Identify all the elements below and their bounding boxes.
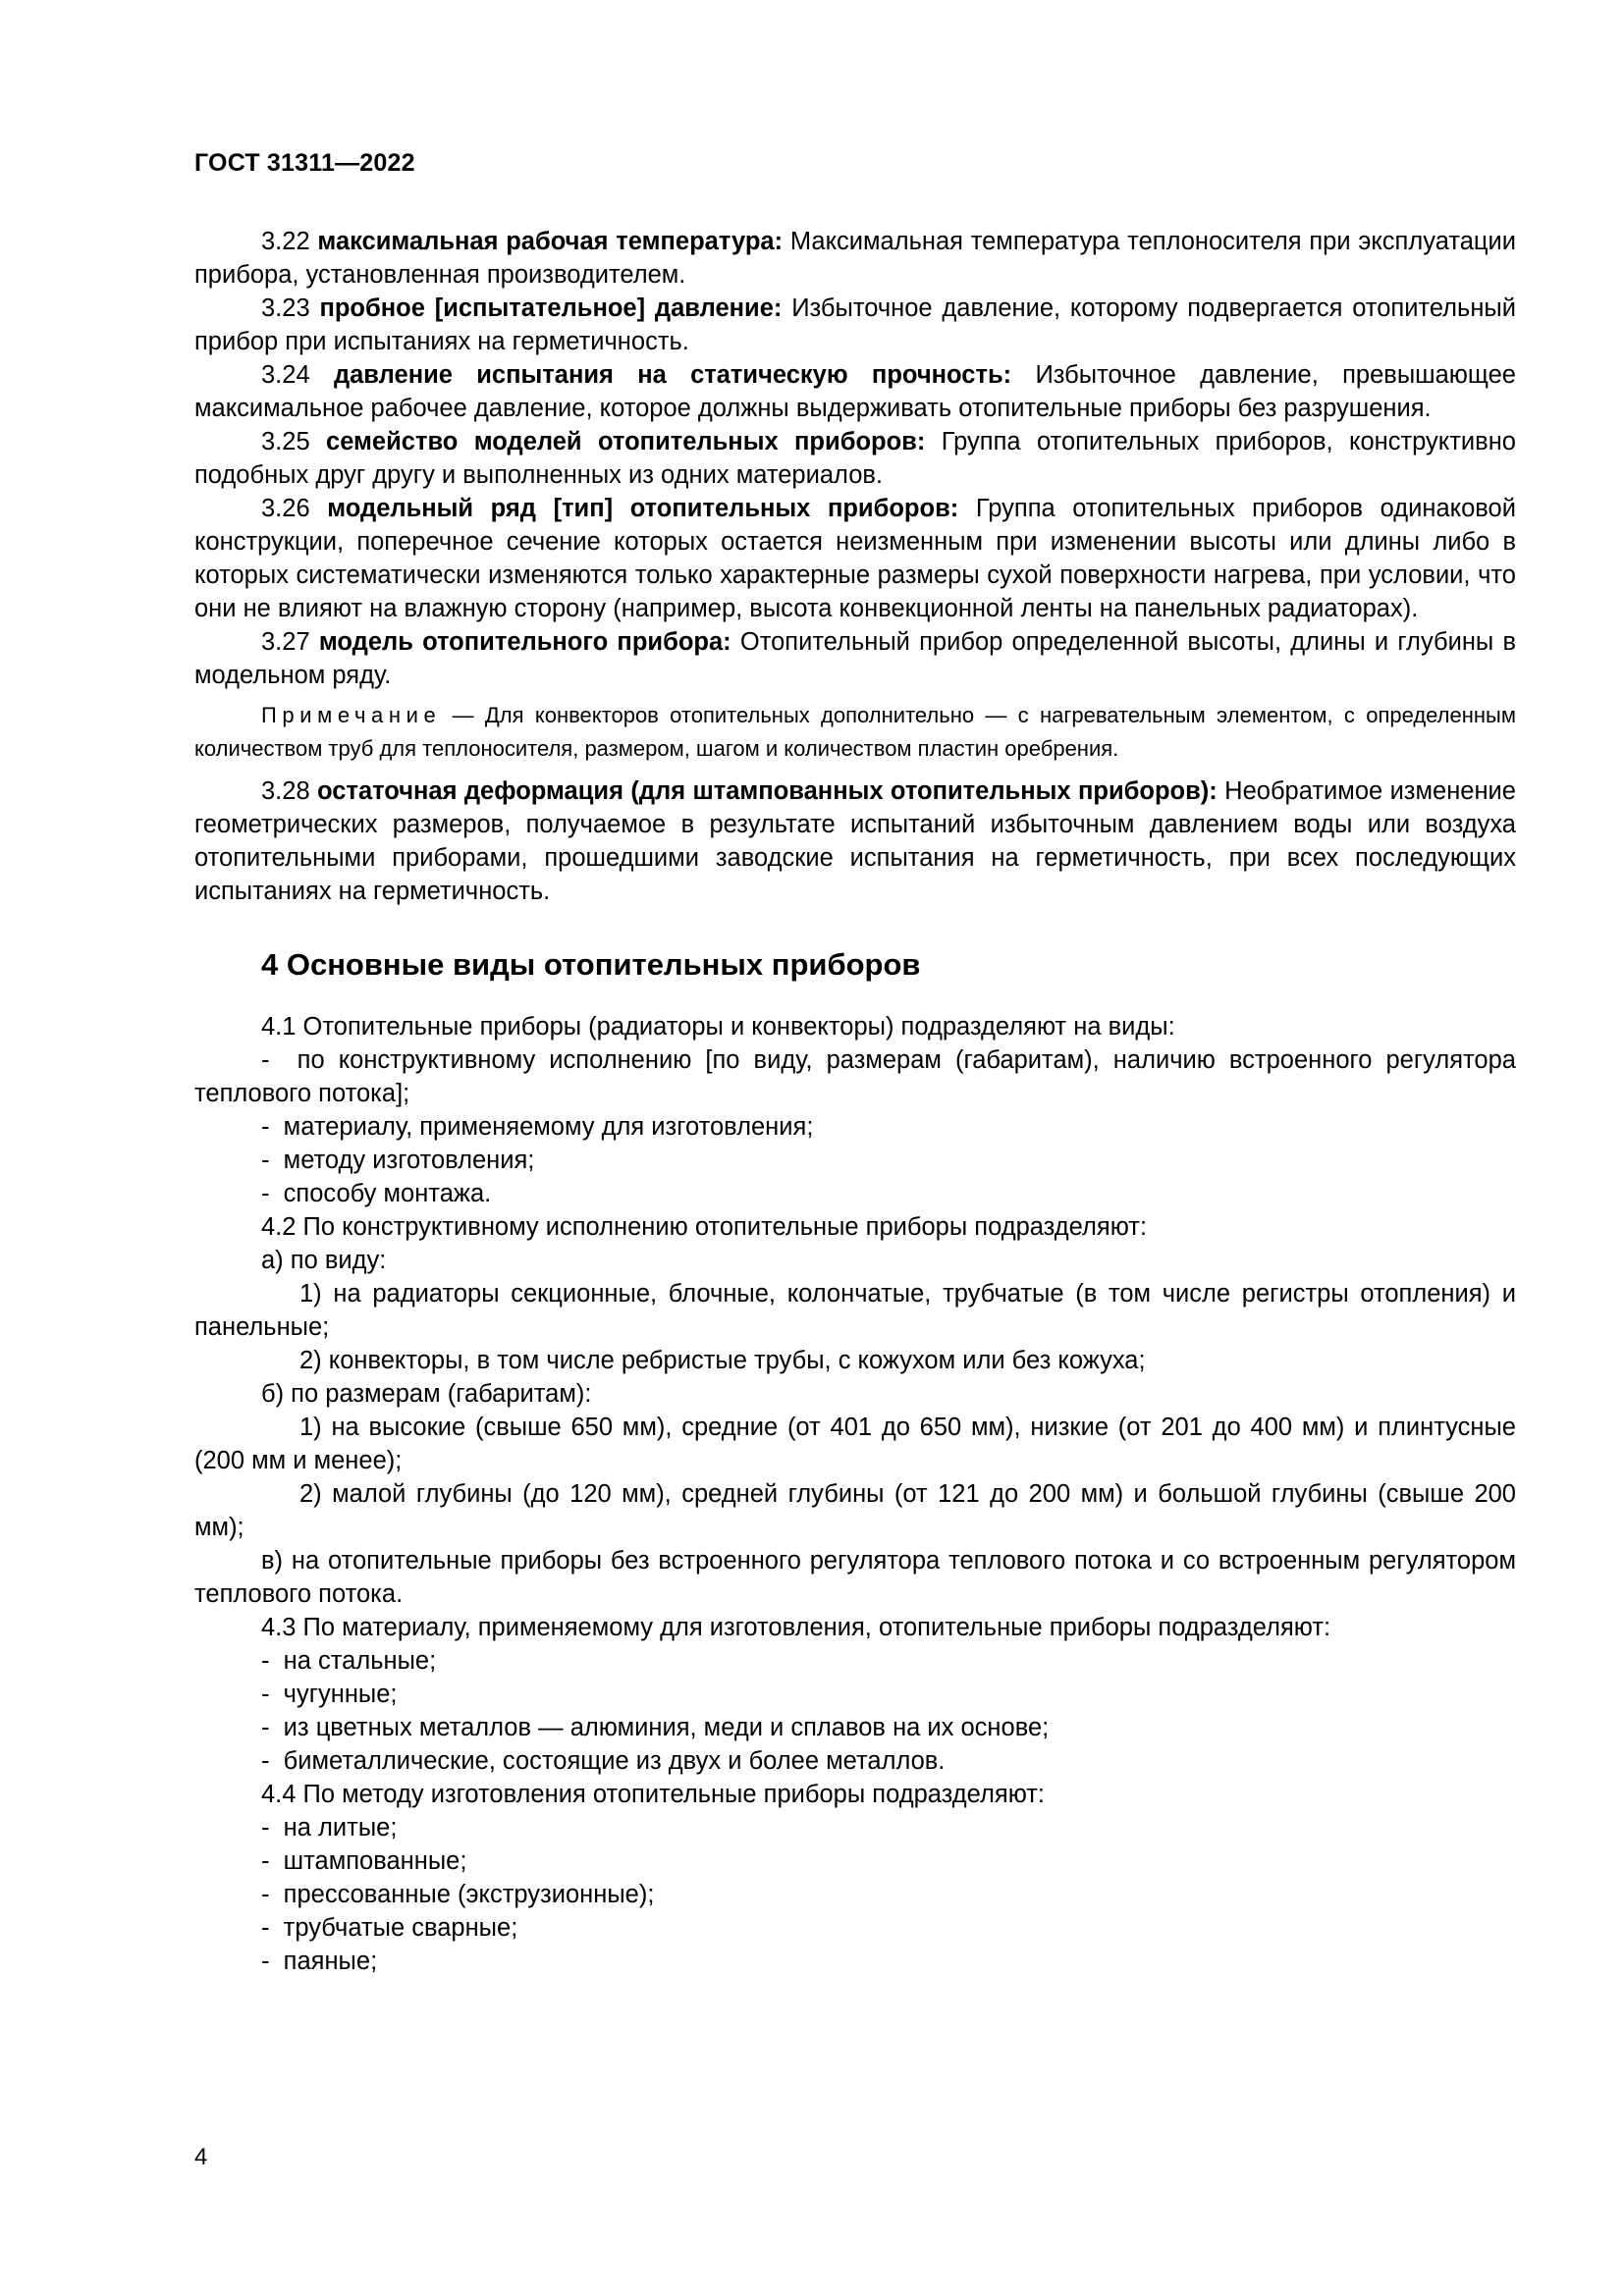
- note-label: Примечание: [261, 703, 442, 727]
- list-item: - материалу, применяемому для изготовления;: [261, 1113, 814, 1141]
- term-3-24: 3.24 давление испытания на статическую прочность: Избыточное давление, превышающее максимальное рабочее давление, которое должны выдерживать отопительные приборы без разрушения.: [194, 361, 1516, 422]
- list-item: - чугунные;: [261, 1681, 398, 1708]
- paragraph-4-2: 4.2 По конструктивному исполнению отопительные приборы подразделяют:: [261, 1213, 1148, 1241]
- list-item: - штампованные;: [261, 1847, 467, 1875]
- note-text: — Для конвекторов отопительных дополнительно — с нагревательным элементом, с определенным количеством труб для теплоносителя, размером, шагом и количеством пластин оребрения.: [194, 703, 1516, 761]
- term-3-23: 3.23 пробное [испытательное] давление: Избыточное давление, которому подвергается отопительный прибор при испытаниях на герметичность.: [194, 294, 1516, 355]
- list-item: - на стальные;: [261, 1647, 437, 1675]
- term-3-27: 3.27 модель отопительного прибора: Отопительный прибор определенной высоты, длины и глубины в модельном ряду.: [194, 628, 1516, 689]
- subitem-b-1: 1) на высокие (свыше 650 мм), средние (от 401 до 650 мм), низкие (от 201 до 400 мм) и плинтусные (200 мм и менее);: [194, 1414, 1516, 1474]
- document-body: [194, 225, 1516, 1978]
- document-header: ГОСТ 31311—2022: [194, 149, 415, 177]
- paragraph-4-1: 4.1 Отопительные приборы (радиаторы и конвекторы) подразделяют на виды:: [261, 1013, 1175, 1041]
- term-3-25: 3.25 семейство моделей отопительных приборов: Группа отопительных приборов, конструктивно подобных друг другу и выполненных из одних материалов.: [194, 428, 1516, 489]
- list-item: - на литые;: [261, 1814, 398, 1842]
- subitem-a-2: 2) конвекторы, в том числе ребристые трубы, с кожухом или без кожуха;: [299, 1347, 1146, 1374]
- list-item: - трубчатые сварные;: [261, 1914, 518, 1942]
- note: [194, 699, 1516, 766]
- section-title: 4 Основные виды отопительных приборов: [261, 947, 921, 982]
- list-item: - биметаллические, состоящие из двух и более металлов.: [261, 1747, 946, 1775]
- list-item: - по конструктивному исполнению [по виду, размерам (габаритам), наличию встроенного регулятора теплового потока];: [194, 1046, 1516, 1107]
- subitem-b-2: 2) малой глубины (до 120 мм), средней глубины (от 121 до 200 мм) и большой глубины (свыше 200 мм);: [194, 1480, 1516, 1541]
- term-3-22: 3.22 максимальная рабочая температура: Максимальная температура теплоносителя при эксплуатации прибора, установленная производителем.: [194, 228, 1516, 289]
- subitem-a-1: 1) на радиаторы секционные, блочные, колончатые, трубчатые (в том числе регистры отопления) и панельные;: [194, 1280, 1516, 1341]
- paragraph-4-3: 4.3 По материалу, применяемому для изготовления, отопительные приборы подразделяют:: [261, 1614, 1331, 1641]
- subitem-a: а) по виду:: [261, 1247, 387, 1274]
- list-item: - прессованные (экструзионные);: [261, 1881, 655, 1908]
- term-3-28: 3.28 остаточная деформация (для штампованных отопительных приборов): Необратимое изменение геометрических размеров, получаемое в результате испытаний избыточным давлением воды или воздуха отопительными приборами, прошедшими заводские испытания на герметичность, при всех последующих испытаниях на герметичность.: [194, 777, 1516, 905]
- subitem-v: в) на отопительные приборы без встроенного регулятора теплового потока и со встроенным регулятором теплового потока.: [194, 1547, 1516, 1608]
- list-item: - методу изготовления;: [261, 1147, 535, 1174]
- list-item: - паяные;: [261, 1948, 378, 1975]
- paragraph-4-4: 4.4 По методу изготовления отопительные приборы подразделяют:: [261, 1781, 1046, 1808]
- page-number: 4: [194, 2144, 208, 2170]
- subitem-b: б) по размерам (габаритам):: [261, 1380, 592, 1408]
- list-item: - способу монтажа.: [261, 1180, 492, 1207]
- list-item: - из цветных металлов — алюминия, меди и сплавов на их основе;: [261, 1714, 1050, 1741]
- term-3-26: 3.26 модельный ряд [тип] отопительных приборов: Группа отопительных приборов одинаковой конструкции, поперечное сечение которых остается неизменным при изменении высоты или длины либо в которых систематически изменяются только характерные размеры сухой поверхности нагрева, при условии, что они не влияют на влажную сторону (например, высота конвекционной ленты на панельных радиаторах).: [194, 495, 1516, 622]
